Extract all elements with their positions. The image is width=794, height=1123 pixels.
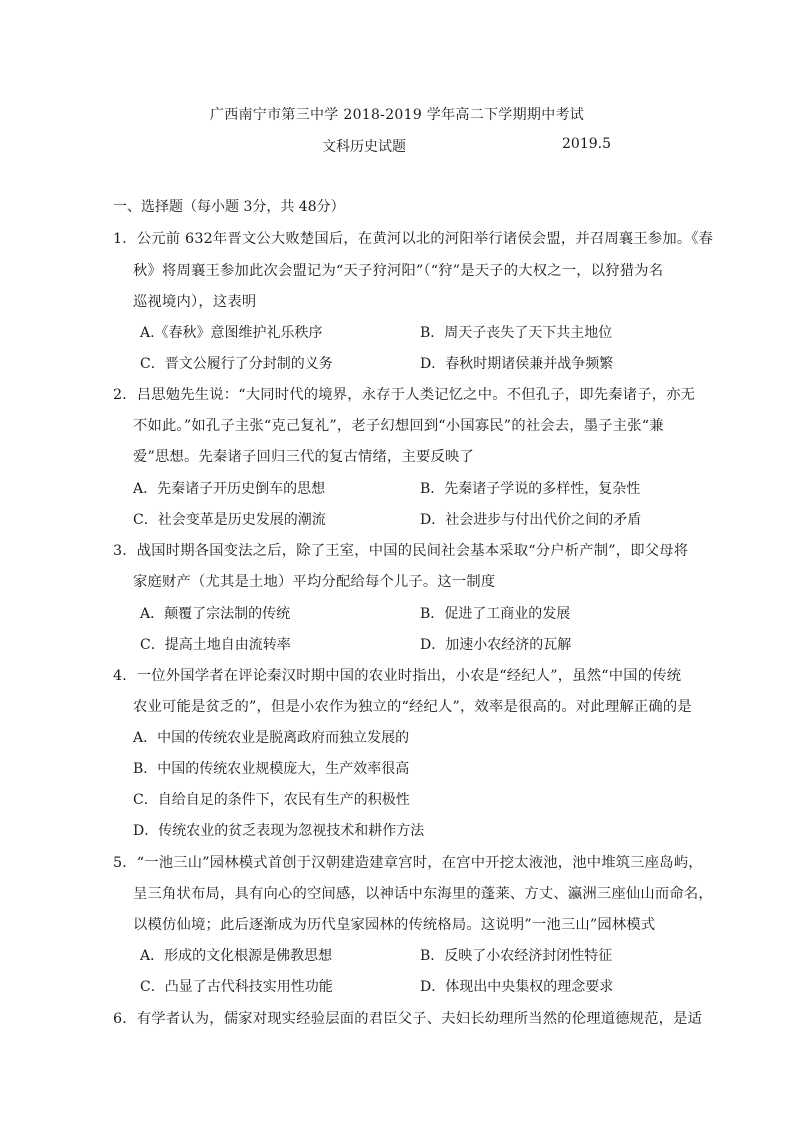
option-c: C．凸显了古代科技实用性功能 [140, 979, 333, 995]
section-heading: 一、选择题（每小题 3分，共 48分） [113, 199, 345, 215]
question-text-line: 巡视境内），这表明 [133, 294, 257, 310]
question-text-line: 秋》将周襄王参加此次会盟记为“天子狩河阳”（“狩”是天子的大权之一，以狩猎为名 [133, 263, 664, 279]
option-a: A．中国的传统农业是脱离政府而独立发展的 [133, 730, 410, 746]
question-text-line: 农业可能是贫乏的”，但是小农作为独立的“经纪人”，效率是很高的。对此理解正确的是 [133, 699, 692, 715]
option-b: B．反映了小农经济封闭性特征 [420, 948, 613, 964]
question-text-line: 爱”思想。先秦诸子回归三代的复古情绪，主要反映了 [133, 449, 474, 465]
question-text-line: 呈三角状布局，具有向心的空间感，以神话中东海里的蓬莱、方丈、瀛洲三座仙山而命名， [133, 886, 713, 902]
question-text-line: 4．一位外国学者在评论秦汉时期中国的农业时指出，小农是“经纪人”，虽然“中国的传统 [113, 668, 682, 684]
question-text-line: 2．吕思勉先生说：“大同时代的境界，永存于人类记忆之中。不但孔子，即先秦诸子，亦无 [113, 387, 696, 403]
option-b: B．先秦诸子学说的多样性，复杂性 [420, 481, 641, 497]
exam-title: 广西南宁市第三中学 2018-2019 学年高二下学期期中考试 [209, 107, 585, 123]
question-text-line: 不如此。”如孔子主张“克己复礼”，老子幻想回到“小国寡民”的社会去，墨子主张“兼 [133, 418, 664, 434]
option-d: D．加速小农经济的瓦解 [420, 637, 572, 653]
question-text-line: 5．“一池三山”园林模式首创于汉朝建造建章宫时，在宫中开挖太液池，池中堆筑三座岛屿， [113, 855, 703, 871]
option-c: C．提高土地自由流转率 [140, 637, 291, 653]
option-a: A．先秦诸子开历史倒车的思想 [133, 481, 326, 497]
option-a: A.《春秋》意图维护礼乐秩序 [140, 325, 323, 341]
option-c: C．社会变革是历史发展的潮流 [133, 512, 326, 528]
question-text-line: 1．公元前 632年晋文公大败楚国后，在黄河以北的河阳举行诸侯会盟，并召周襄王参加。《春 [113, 231, 714, 247]
question-text-line: 以模仿仙境；此后逐渐成为历代皇家园林的传统格局。这说明”一池三山”园林模式 [133, 917, 656, 933]
question-text-line: 6．有学者认为，儒家对现实经验层面的君臣父子、夫妇长幼理所当然的伦理道德规范，是适 [113, 1011, 703, 1027]
option-a: A．形成的文化根源是佛教思想 [140, 948, 333, 964]
question-text-line: 家庭财产（尤其是土地）平均分配给每个儿子。这一制度 [133, 574, 496, 590]
option-b: B．周天子丧失了天下共主地位 [420, 325, 613, 341]
option-c: C．自给自足的条件下，农民有生产的积极性 [133, 792, 410, 808]
option-a: A．颠覆了宗法制的传统 [140, 606, 291, 622]
option-d: D．传统农业的贫乏表现为忽视技术和耕作方法 [133, 823, 425, 839]
option-c: C．晋文公履行了分封制的义务 [140, 356, 333, 372]
exam-date: 2019.5 [562, 136, 611, 152]
option-d: D．社会进步与付出代价之间的矛盾 [420, 512, 642, 528]
option-d: D．春秋时期诸侯兼并战争频繁 [420, 356, 614, 372]
option-b: B．促进了工商业的发展 [420, 606, 571, 622]
option-b: B．中国的传统农业规模庞大，生产效率很高 [133, 761, 410, 777]
exam-subtitle: 文科历史试题 [322, 139, 406, 155]
option-d: D．体现出中央集权的理念要求 [420, 979, 614, 995]
question-text-line: 3．战国时期各国变法之后，除了王室，中国的民间社会基本采取“分户析产制”，即父母将 [113, 543, 689, 559]
